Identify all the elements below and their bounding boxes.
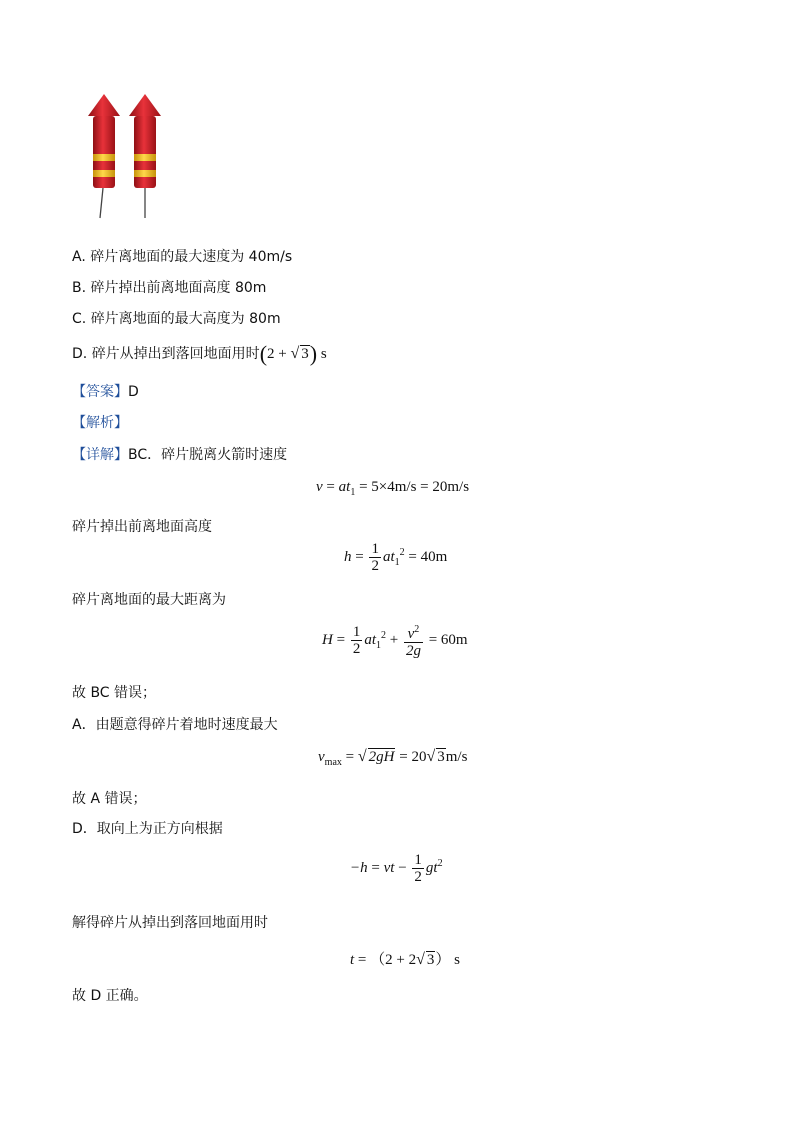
text-a-analysis: A．由题意得碎片着地时速度最大: [72, 717, 278, 733]
answer-tag: 【答案】: [72, 384, 128, 400]
equation-max-height: H = $\frac{1}{2}$ $at_1^2$ + $\frac{v^2}{2g}$ = 60m: [322, 624, 468, 659]
detail-tag: 【详解】: [72, 447, 128, 463]
equation-max-speed: $v_{max}$ = √ 2gH = 20√ 3m/s: [318, 748, 468, 768]
option-a: A. 碎片离地面的最大速度为 40m/s: [72, 249, 293, 265]
answer-line: [72, 381, 139, 401]
analysis-tag: 【解析】: [72, 415, 128, 431]
text-max-distance: 碎片离地面的最大距离为: [72, 592, 226, 608]
detail-line: 【详解】BC．碎片脱离火箭时速度: [72, 447, 288, 463]
text-d-correct: 故 D 正确。: [72, 988, 148, 1004]
text-bc-wrong: 故 BC 错误；: [72, 685, 157, 701]
text-solve-time: 解得碎片从掉出到落回地面用时: [72, 915, 268, 931]
equation-time: t = （2 + 2√ 3） s: [350, 951, 460, 968]
analysis-line: [72, 412, 128, 432]
text-height-before: 碎片掉出前离地面高度: [72, 519, 212, 535]
firework-rockets-image: [84, 90, 170, 222]
text-a-wrong: 故 A 错误；: [72, 791, 147, 807]
option-d: D. 碎片从掉出到落回地面用时(2 + √ 3) s: [72, 341, 327, 366]
option-b: B. 碎片掉出前离地面高度 80m: [72, 280, 267, 296]
text-d-analysis: D．取向上为正方向根据: [72, 821, 223, 837]
answer-value: D: [128, 384, 139, 400]
rocket-left: [88, 94, 120, 218]
option-c: C. 碎片离地面的最大高度为 80m: [72, 311, 281, 327]
equation-height: h = $\frac{1}{2}$ $at_1^2 = 40m$: [344, 541, 448, 574]
equation-displacement: −h = vt − $\frac{1}{2}$ $gt^2$: [350, 852, 443, 885]
equation-velocity: $v = at_1 = 5\times 4m/s = 20m/s$: [316, 479, 470, 498]
rocket-right: [129, 94, 161, 218]
